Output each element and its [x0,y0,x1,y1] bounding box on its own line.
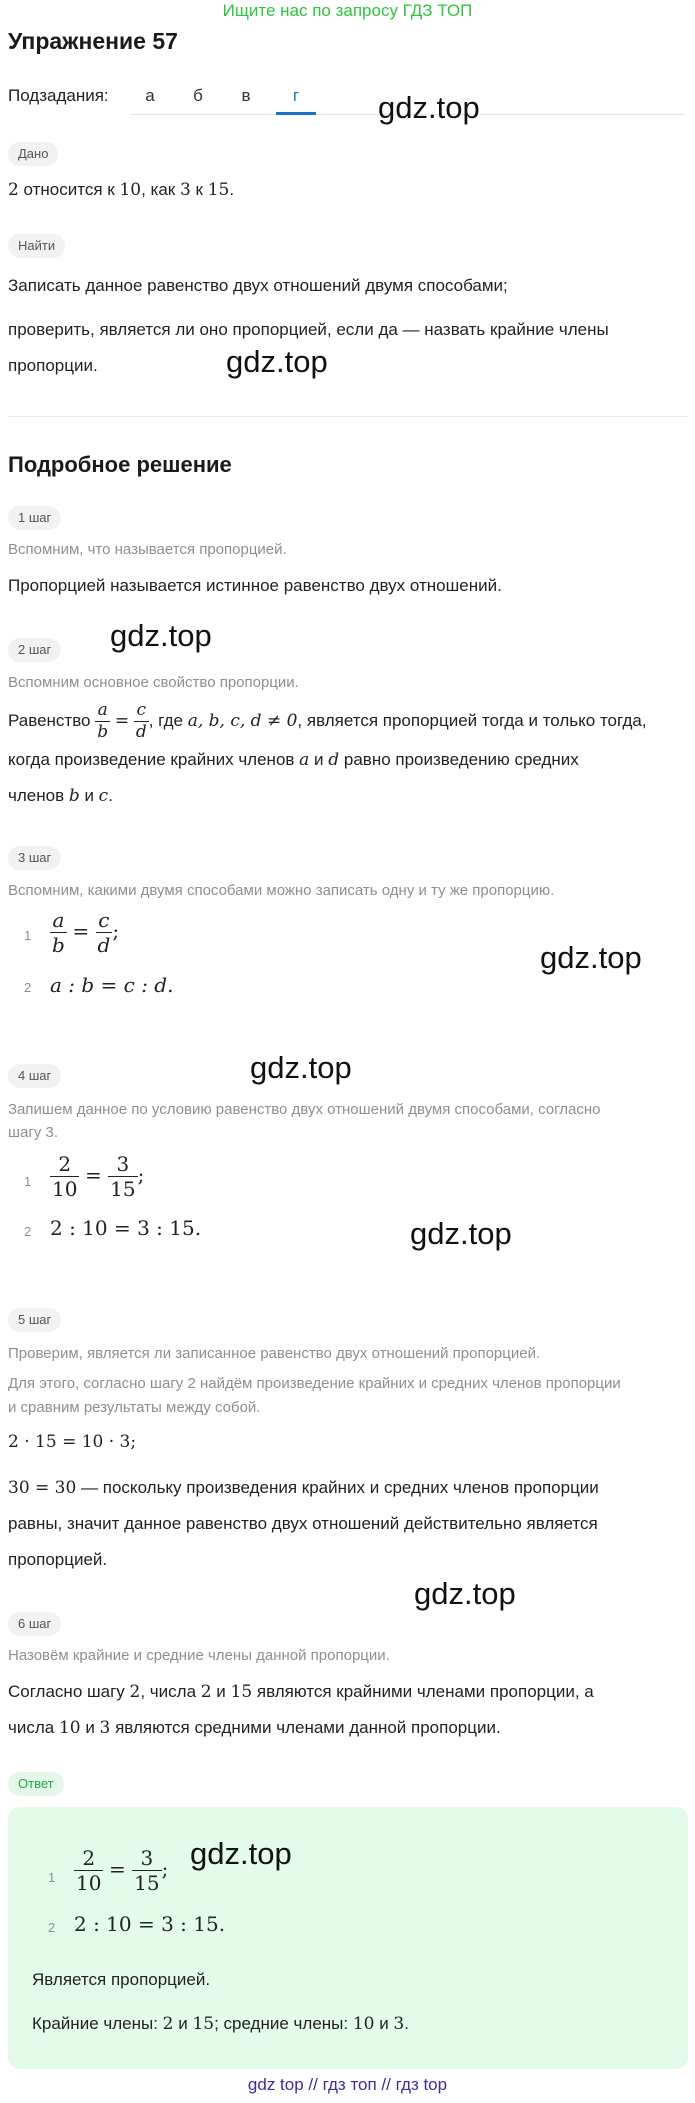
active-tab-indicator [276,112,316,115]
tab-a[interactable]: а [145,86,155,105]
subtasks-label: Подзадания: [8,86,109,105]
step3-item2-expr: a : b = c : d. [50,973,174,997]
footer-links[interactable]: gdz top // гдз топ // гдз top [247,2075,448,2094]
given-badge: Дано [8,142,58,166]
step2-hint: Вспомним основное свойство пропорции. [8,674,299,691]
step2-line-1: Равенство $\frac{a}{b}$ = $\frac{c}{d}$ , где a, b, c, d ≠ 0, является пропорцией тогда и только тогда, [8,700,647,743]
step4-item2-expr: 2 : 10 = 3 : 15. [50,1216,202,1240]
answer-line-2: Крайние члены: 2 и 15; средние члены: 10 и 3. [32,2014,409,2034]
step4-item2-num: 2 [24,1224,32,1239]
watermark-1: gdz.top [378,90,480,125]
step6-line-2: числа 10 и 3 являются средними членами данной пропорции. [8,1718,501,1738]
watermark-3: gdz.top [110,618,212,653]
step3-item2-num: 2 [24,980,32,995]
step5-calc: 2 · 15 = 10 · 3; [8,1432,137,1452]
watermark-7: gdz.top [414,1576,516,1611]
step5-hint-2-line-2: и сравним результаты между собой. [8,1399,261,1416]
tab-v[interactable]: в [241,86,251,105]
step6-badge: 6 шаг [8,1612,61,1636]
step5-badge: 5 шаг [8,1308,61,1332]
answer-badge: Ответ [8,1772,64,1796]
given-text: 2 относится к 10, как 3 к 15. [8,180,235,200]
watermark-4: gdz.top [540,940,642,975]
watermark-6: gdz.top [410,1216,512,1251]
step3-item1-num: 1 [24,928,32,943]
answer-line-1: Является пропорцией. [32,1970,211,1989]
solution-title: Подробное решение [8,452,232,477]
tab-g[interactable]: г [292,86,300,105]
step2-line-3: членов b и c. [8,786,113,806]
step4-item1-num: 1 [24,1174,32,1189]
answer-item1-num: 1 [48,1870,56,1885]
section-divider [8,416,688,417]
answer-item2-num: 2 [48,1920,56,1935]
find-line-2: проверить, является ли оно пропорцией, если да — назвать крайние члены [8,320,609,339]
find-line-1: Записать данное равенство двух отношений двумя способами; [8,276,508,295]
watermark-5: gdz.top [250,1050,352,1085]
page-title: Упражнение 57 [8,28,178,54]
step3-item1-expr: $\frac{a}{b}$ = $\frac{c}{d}$ ; [52,908,120,957]
step5-line-3: пропорцией. [8,1550,108,1569]
step5-line-2: равны, значит данное равенство двух отношений действительно является [8,1514,598,1533]
step1-text: Пропорцией называется истинное равенство двух отношений. [8,576,502,595]
step5-line-1: 30 = 30 — поскольку произведения крайних и средних членов пропорции [8,1478,599,1498]
step5-hint-2-line-1: Для этого, согласно шагу 2 найдём произведение крайних и средних членов пропорции [8,1375,621,1392]
step2-line-2: когда произведение крайних членов a и d равно произведению средних [8,750,579,770]
step3-hint: Вспомним, какими двумя способами можно записать одну и ту же пропорцию. [8,882,555,899]
step5-hint-1: Проверим, является ли записанное равенство двух отношений пропорцией. [8,1345,541,1362]
step6-line-1: Согласно шагу 2, числа 2 и 15 являются крайними членами пропорции, а [8,1682,594,1702]
step1-hint: Вспомним, что называется пропорцией. [8,541,287,558]
step4-hint-line-1: Запишем данное по условию равенство двух отношений двумя способами, согласно [8,1101,601,1118]
step4-badge: 4 шаг [8,1064,61,1088]
step1-badge: 1 шаг [8,506,61,530]
answer-item1-expr: $\frac{2}{10}$ = $\frac{3}{15}$ ; [76,1846,169,1895]
step3-badge: 3 шаг [8,846,61,870]
fraction-c-d: $\frac{c}{d}$ [135,700,147,743]
fraction-a-b: $\frac{a}{b}$ [97,700,109,743]
top-banner[interactable]: Ищите нас по запросу ГДЗ ТОП [222,1,473,20]
step4-hint-line-2: шагу 3. [8,1124,59,1141]
answer-item2-expr: 2 : 10 = 3 : 15. [74,1912,226,1936]
watermark-2: gdz.top [226,344,328,379]
find-badge: Найти [8,234,65,258]
watermark-8: gdz.top [190,1836,292,1871]
tab-b[interactable]: б [193,86,203,105]
find-line-3: пропорции. [8,356,98,375]
step6-hint: Назовём крайние и средние члены данной пропорции. [8,1647,390,1664]
step4-item1-expr: $\frac{2}{10}$ = $\frac{3}{15}$ ; [52,1152,145,1201]
step2-badge: 2 шаг [8,638,61,662]
